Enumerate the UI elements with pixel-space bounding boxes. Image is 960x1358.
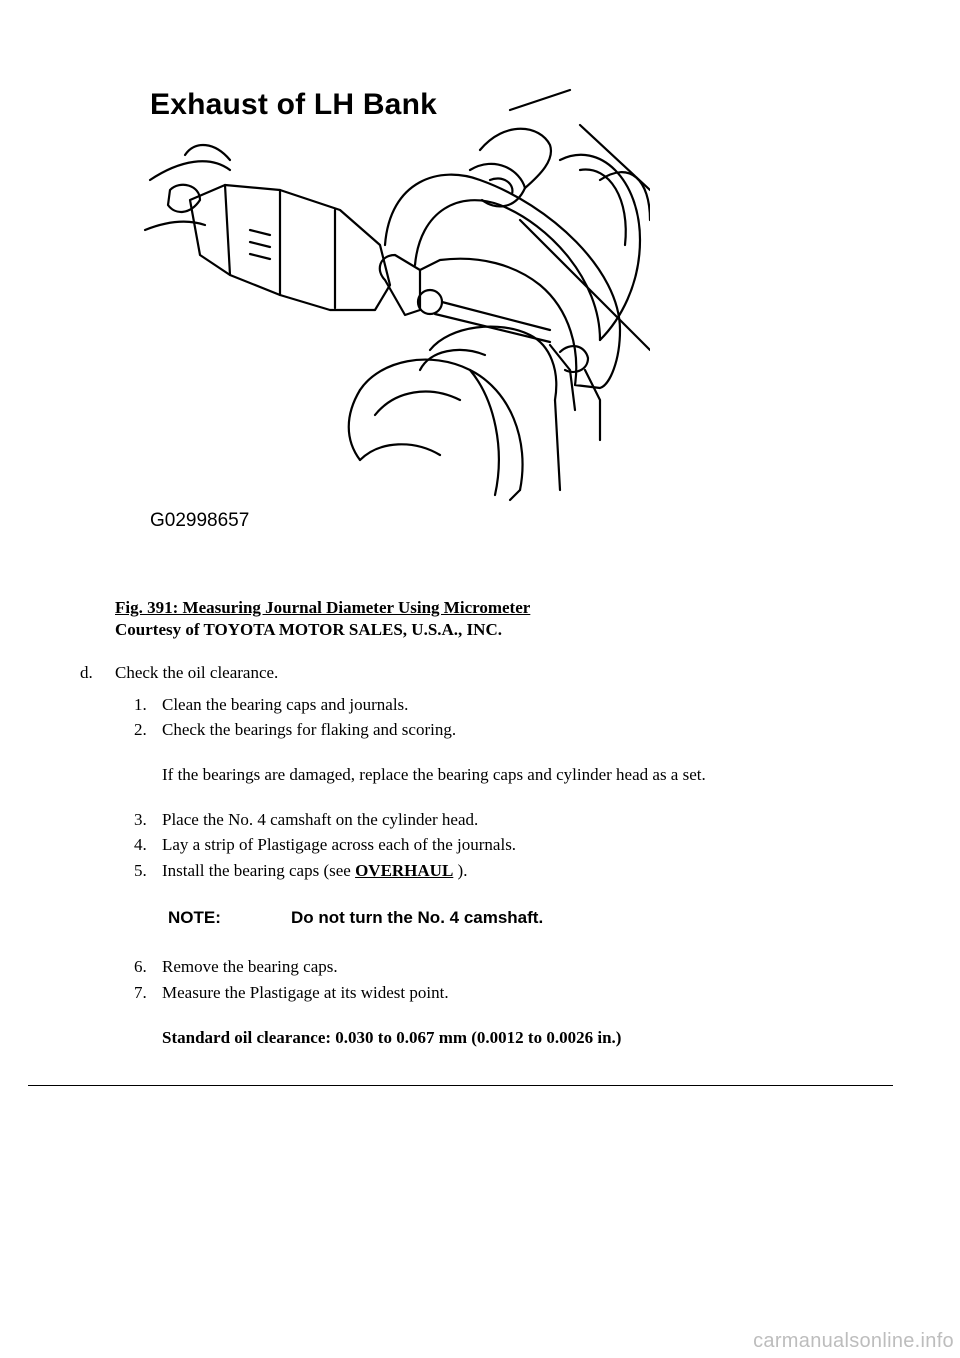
substep-number: 5.: [134, 861, 147, 880]
substep-text: Clean the bearing caps and journals.: [162, 695, 409, 714]
horizontal-rule: [28, 1085, 893, 1086]
caption-credit: Courtesy of TOYOTA MOTOR SALES, U.S.A., INC.: [115, 620, 502, 639]
note-text: Do not turn the No. 4 camshaft.: [291, 908, 544, 927]
substep-text: Place the No. 4 camshaft on the cylinder head.: [162, 810, 479, 829]
figure-code: G02998657: [150, 510, 250, 531]
substep-number: 1.: [134, 695, 147, 714]
substep-text: Measure the Plastigage at its widest point.: [162, 983, 449, 1002]
figure-illustration: [130, 70, 650, 550]
substep-text: [162, 860, 467, 882]
figure-title: Exhaust of LH Bank: [150, 88, 437, 121]
substep-text: Lay a strip of Plastigage across each of the journals.: [162, 835, 517, 854]
substep-number: 7.: [134, 983, 147, 1002]
watermark: carmanualsonline.info: [753, 1330, 954, 1352]
damage-note: If the bearings are damaged, replace the bearing caps and cylinder head as a set.: [162, 765, 706, 784]
micrometer-drawing: [130, 70, 650, 550]
substep-number: 6.: [134, 957, 147, 976]
substep-number: 2.: [134, 720, 147, 739]
step-text: Check the oil clearance.: [115, 663, 279, 682]
figure-caption: [115, 597, 530, 641]
substep-text: Remove the bearing caps.: [162, 957, 338, 976]
step-label: d.: [80, 663, 93, 682]
substep-text-before: Install the bearing caps (see: [162, 861, 356, 880]
spec-text: Standard oil clearance: 0.030 to 0.067 mm (0.0012 to 0.0026 in.): [162, 1028, 622, 1047]
overhaul-link[interactable]: OVERHAUL: [355, 861, 454, 880]
substep-text-after: ).: [453, 861, 468, 880]
substep-text: Check the bearings for flaking and scoring.: [162, 720, 457, 739]
caption-title[interactable]: Fig. 391: Measuring Journal Diameter Using Micrometer: [115, 598, 531, 617]
substep-number: 4.: [134, 835, 147, 854]
note-label: NOTE:: [168, 908, 221, 927]
substep-number: 3.: [134, 810, 147, 829]
